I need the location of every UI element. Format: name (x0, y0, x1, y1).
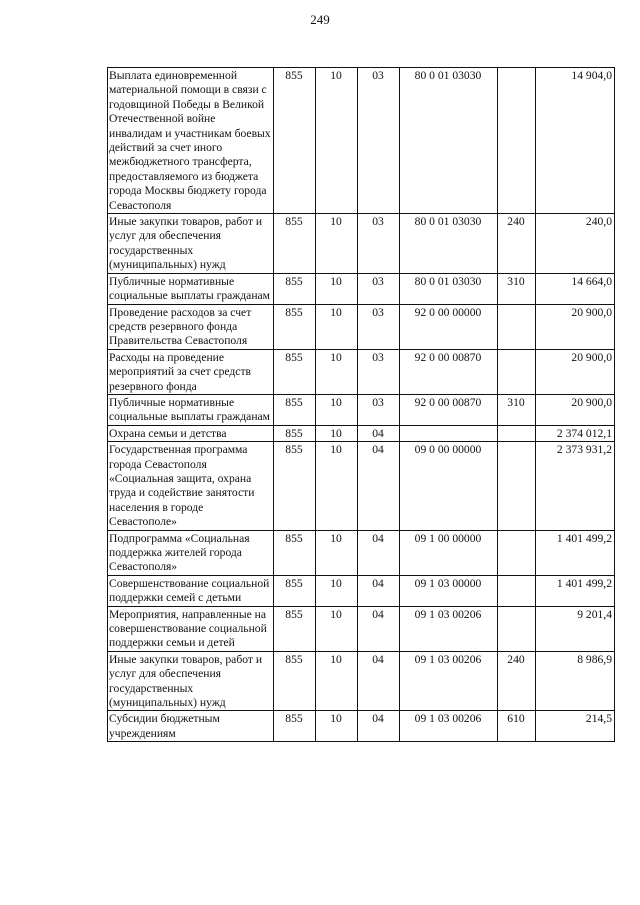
expense-name: Проведение расходов за счет средств резервного фонда Правительства Севастополя (108, 304, 274, 349)
expense-type-code: 240 (498, 214, 536, 274)
subsection-code: 04 (358, 575, 400, 606)
expense-type-code (498, 530, 536, 575)
subsection-code: 03 (358, 304, 400, 349)
section-code: 10 (316, 711, 358, 742)
section-code: 10 (316, 606, 358, 651)
target-article-code: 09 0 00 00000 (400, 442, 498, 530)
expense-name: Публичные нормативные социальные выплаты гражданам (108, 273, 274, 304)
expense-type-code (498, 425, 536, 441)
subsection-code: 04 (358, 442, 400, 530)
table-row (108, 394, 615, 425)
grbs-code: 855 (274, 575, 316, 606)
grbs-code: 855 (274, 214, 316, 274)
table-row (108, 349, 615, 394)
subsection-code: 04 (358, 606, 400, 651)
expense-name: Подпрограмма «Социальная поддержка жителей города Севастополя» (108, 530, 274, 575)
grbs-code: 855 (274, 442, 316, 530)
page-number: 249 (310, 12, 330, 27)
subsection-code: 03 (358, 68, 400, 214)
target-article-code: 92 0 00 00870 (400, 349, 498, 394)
target-article-code: 80 0 01 03030 (400, 273, 498, 304)
target-article-code: 09 1 03 00206 (400, 711, 498, 742)
amount: 240,0 (536, 214, 615, 274)
section-code: 10 (316, 304, 358, 349)
table-row (108, 68, 615, 214)
expense-name: Иные закупки товаров, работ и услуг для обеспечения государственных (муниципальных) нужд (108, 214, 274, 274)
expense-name: Выплата единовременной материальной помощи в связи с годовщиной Победы в Великой Отечественной войне инвалидам и участникам боевых действий за счет иного межбюджетного трансферта, предоставляемого из бюджета города Москвы бюджету города Севастополя (108, 68, 274, 214)
subsection-code: 03 (358, 394, 400, 425)
table-row (108, 606, 615, 651)
subsection-code: 04 (358, 530, 400, 575)
expense-type-code: 240 (498, 651, 536, 711)
amount: 20 900,0 (536, 304, 615, 349)
section-code: 10 (316, 68, 358, 214)
grbs-code: 855 (274, 711, 316, 742)
grbs-code: 855 (274, 606, 316, 651)
amount: 14 664,0 (536, 273, 615, 304)
subsection-code: 03 (358, 349, 400, 394)
expense-type-code (498, 68, 536, 214)
section-code: 10 (316, 575, 358, 606)
amount: 1 401 499,2 (536, 575, 615, 606)
budget-table (107, 67, 615, 742)
expense-type-code: 310 (498, 273, 536, 304)
amount: 20 900,0 (536, 349, 615, 394)
grbs-code: 855 (274, 530, 316, 575)
target-article-code: 80 0 01 03030 (400, 68, 498, 214)
subsection-code: 04 (358, 711, 400, 742)
grbs-code: 855 (274, 394, 316, 425)
target-article-code: 09 1 03 00000 (400, 575, 498, 606)
expense-type-code (498, 606, 536, 651)
table-row (108, 304, 615, 349)
amount: 8 986,9 (536, 651, 615, 711)
expense-name: Совершенствование социальной поддержки семей с детьми (108, 575, 274, 606)
expense-name: Расходы на проведение мероприятий за счет средств резервного фонда (108, 349, 274, 394)
section-code: 10 (316, 273, 358, 304)
section-code: 10 (316, 442, 358, 530)
table-row (108, 651, 615, 711)
grbs-code: 855 (274, 304, 316, 349)
grbs-code: 855 (274, 68, 316, 214)
table-row (108, 214, 615, 274)
expense-type-code: 310 (498, 394, 536, 425)
grbs-code: 855 (274, 425, 316, 441)
table-row (108, 530, 615, 575)
target-article-code: 92 0 00 00000 (400, 304, 498, 349)
amount: 1 401 499,2 (536, 530, 615, 575)
target-article-code (400, 425, 498, 441)
target-article-code: 09 1 00 00000 (400, 530, 498, 575)
subsection-code: 04 (358, 425, 400, 441)
expense-type-code (498, 349, 536, 394)
expense-name: Охрана семьи и детства (108, 425, 274, 441)
table-row (108, 575, 615, 606)
target-article-code: 92 0 00 00870 (400, 394, 498, 425)
expense-type-code: 610 (498, 711, 536, 742)
amount: 214,5 (536, 711, 615, 742)
subsection-code: 03 (358, 214, 400, 274)
section-code: 10 (316, 349, 358, 394)
amount: 2 373 931,2 (536, 442, 615, 530)
expense-name: Субсидии бюджетным учреждениям (108, 711, 274, 742)
section-code: 10 (316, 214, 358, 274)
amount: 9 201,4 (536, 606, 615, 651)
section-code: 10 (316, 651, 358, 711)
expense-type-code (498, 304, 536, 349)
section-code: 10 (316, 394, 358, 425)
table-row (108, 711, 615, 742)
expense-type-code (498, 442, 536, 530)
target-article-code: 80 0 01 03030 (400, 214, 498, 274)
expense-name: Мероприятия, направленные на совершенствование социальной поддержки семьи и детей (108, 606, 274, 651)
amount: 2 374 012,1 (536, 425, 615, 441)
expense-type-code (498, 575, 536, 606)
expense-name: Государственная программа города Севастополя «Социальная защита, охрана труда и содействие занятости населения в городе Севастополе» (108, 442, 274, 530)
amount: 20 900,0 (536, 394, 615, 425)
section-code: 10 (316, 530, 358, 575)
subsection-code: 03 (358, 273, 400, 304)
expense-name: Публичные нормативные социальные выплаты гражданам (108, 394, 274, 425)
grbs-code: 855 (274, 349, 316, 394)
table-row (108, 442, 615, 530)
grbs-code: 855 (274, 273, 316, 304)
budget-table-body (108, 68, 615, 742)
subsection-code: 04 (358, 651, 400, 711)
target-article-code: 09 1 03 00206 (400, 606, 498, 651)
target-article-code: 09 1 03 00206 (400, 651, 498, 711)
expense-name: Иные закупки товаров, работ и услуг для обеспечения государственных (муниципальных) нужд (108, 651, 274, 711)
section-code: 10 (316, 425, 358, 441)
grbs-code: 855 (274, 651, 316, 711)
amount: 14 904,0 (536, 68, 615, 214)
table-row (108, 273, 615, 304)
table-row (108, 425, 615, 441)
